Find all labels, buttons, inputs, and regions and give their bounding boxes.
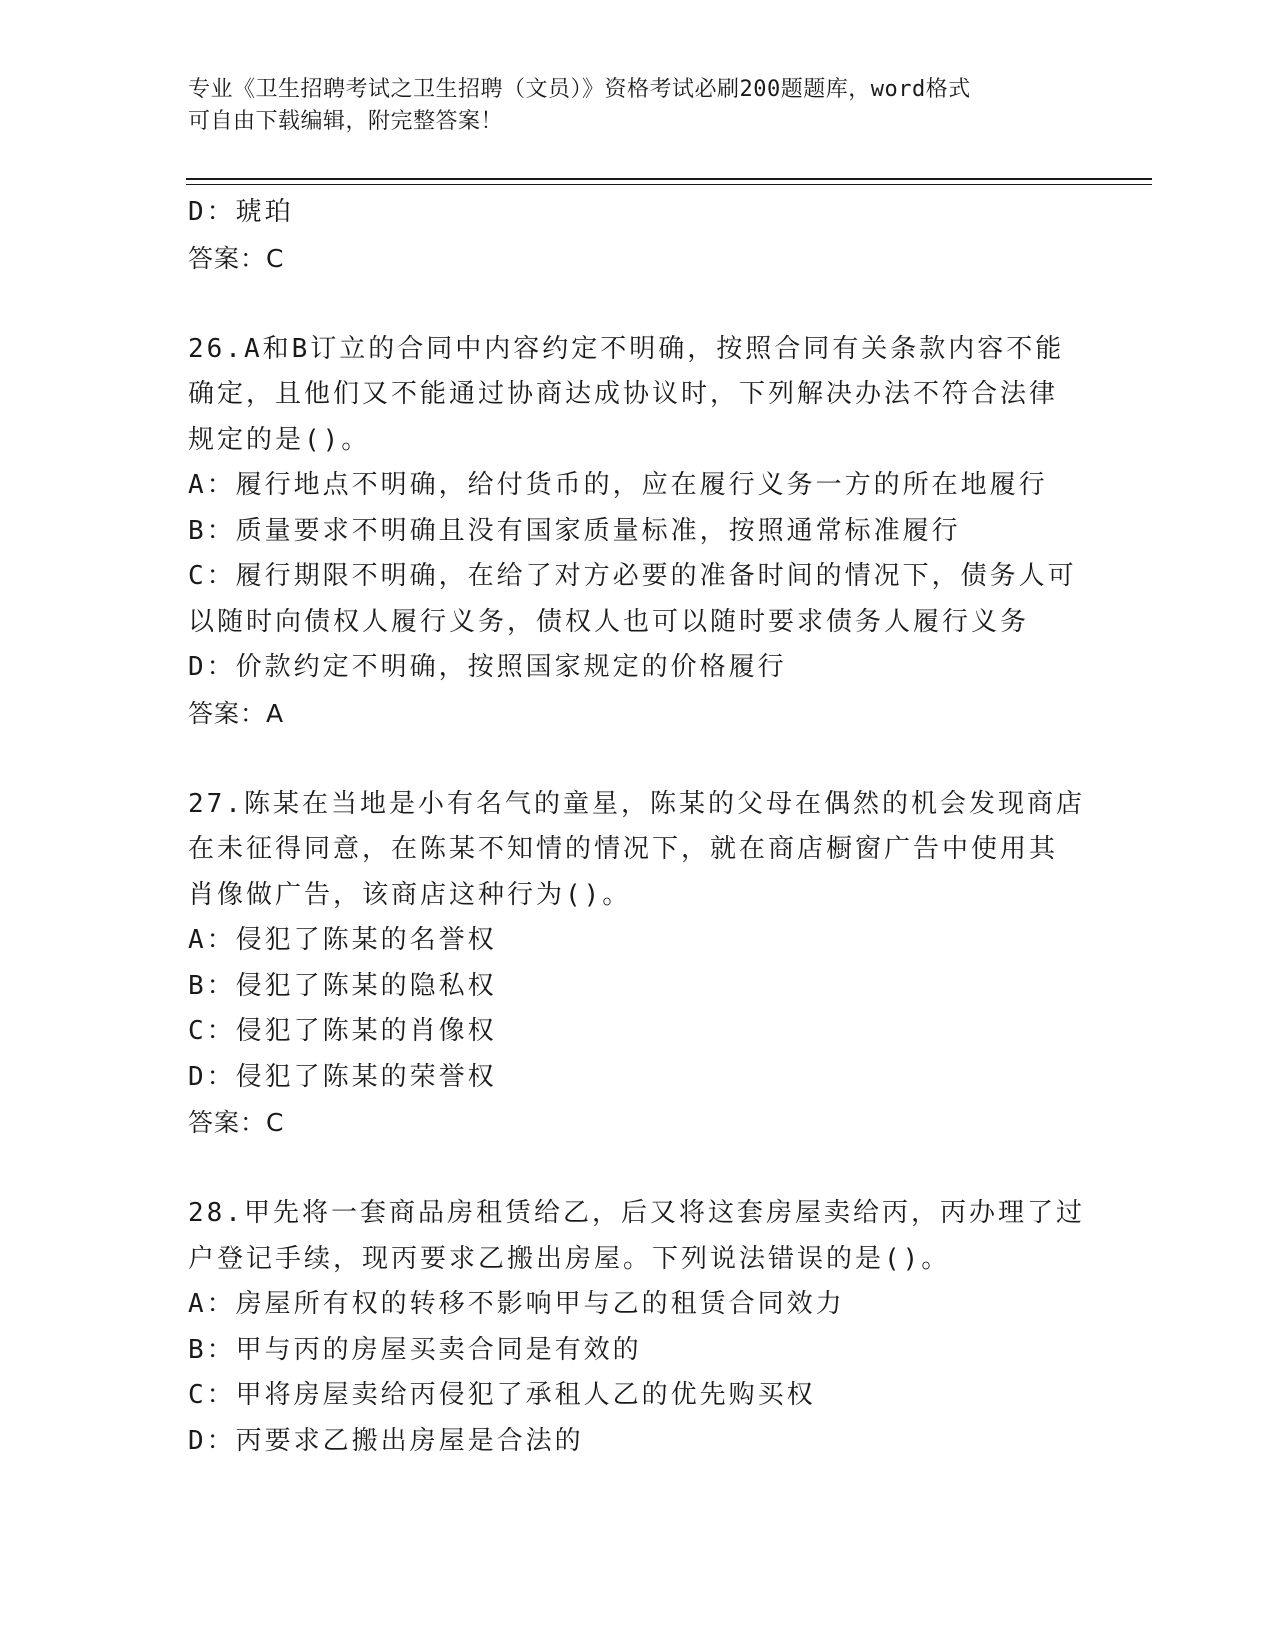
option-b: B：质量要求不明确且没有国家质量标准，按照通常标准履行 <box>188 515 961 546</box>
question-stem-line: 28.甲先将一套商品房租赁给乙，后又将这套房屋卖给丙，丙办理了过 <box>188 1198 1085 1228</box>
question-25-tail <box>188 190 1088 281</box>
answer-line: 答案：C <box>188 1108 285 1137</box>
document-header <box>188 74 1068 138</box>
option-a: A：房屋所有权的转移不影响甲与乙的租赁合同效力 <box>188 1289 845 1319</box>
option-c-continued: 以随时向债权人履行义务，债权人也可以随时要求债务人履行义务 <box>188 606 1030 637</box>
option-b: B：甲与丙的房屋买卖合同是有效的 <box>188 1334 642 1365</box>
option-a: A：履行地点不明确，给付货币的，应在履行义务一方的所在地履行 <box>188 470 1048 500</box>
option-c: C：侵犯了陈某的肖像权 <box>188 1016 497 1046</box>
question-stem-line: 户登记手续，现丙要求乙搬出房屋。下列说法错误的是()。 <box>188 1243 951 1274</box>
spacer <box>188 736 1088 782</box>
option-d: D：丙要求乙搬出房屋是合法的 <box>188 1425 584 1456</box>
option-d: D：侵犯了陈某的荣誉权 <box>188 1061 497 1092</box>
question-stem-line: 26.A和B订立的合同中内容约定不明确，按照合同有关条款内容不能 <box>188 333 1065 364</box>
question-stem-line: 规定的是()。 <box>188 424 371 455</box>
header-divider-thin <box>186 184 1152 185</box>
header-line-2: 可自由下载编辑，附完整答案！ <box>188 109 504 134</box>
spacer <box>188 281 1088 327</box>
question-26 <box>188 327 1088 737</box>
answer-line: 答案：C <box>188 243 285 273</box>
question-28 <box>188 1191 1088 1464</box>
question-stem-line: 肖像做广告，该商店这种行为()。 <box>188 879 632 910</box>
option-c: C：履行期限不明确，在给了对方必要的准备时间的情况下，债务人可 <box>188 561 1077 591</box>
option-d: D：价款约定不明确，按照国家规定的价格履行 <box>188 652 787 682</box>
header-line-1: 专业《卫生招聘考试之卫生招聘（文员）》资格考试必刷200题题库，word格式 <box>188 77 971 102</box>
answer-line: 答案：A <box>188 698 285 728</box>
option-d: D：琥珀 <box>188 197 294 227</box>
option-a: A：侵犯了陈某的名誉权 <box>188 925 497 955</box>
question-27 <box>188 782 1088 1146</box>
question-stem-line: 确定，且他们又不能通过协商达成协议时，下列解决办法不符合法律 <box>188 379 1059 409</box>
question-stem-line: 27.陈某在当地是小有名气的童星，陈某的父母在偶然的机会发现商店 <box>188 788 1085 819</box>
spacer <box>188 1146 1088 1192</box>
header-divider-thick <box>186 178 1152 180</box>
question-list <box>188 190 1088 1464</box>
option-b: B：侵犯了陈某的隐私权 <box>188 970 497 1001</box>
option-c: C：甲将房屋卖给丙侵犯了承租人乙的优先购买权 <box>188 1380 816 1410</box>
question-stem-line: 在未征得同意，在陈某不知情的情况下，就在商店橱窗广告中使用其 <box>188 834 1059 864</box>
